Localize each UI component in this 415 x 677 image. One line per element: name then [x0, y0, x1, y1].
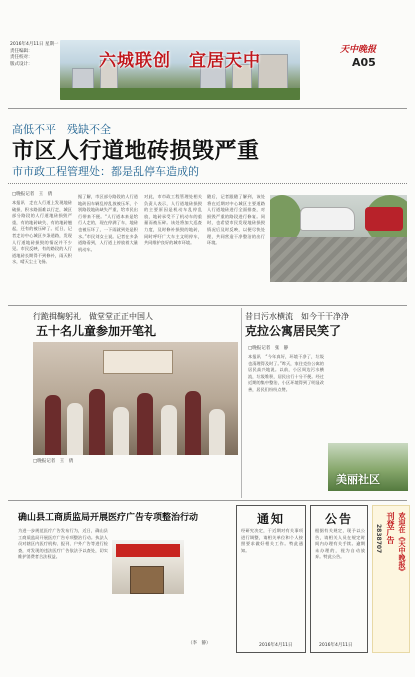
- apartment-byline: □晚报记者 张 静: [248, 346, 289, 351]
- banner-grass: [60, 88, 300, 100]
- community-photo-label: 美丽社区: [336, 473, 380, 486]
- notice-body: 经研究决定，于近期对有关事项进行调整，请相关单位和个人按照要求做好相关工作。特此通知。: [241, 528, 303, 553]
- banner-title: 六城联创 宜居天中: [99, 51, 261, 71]
- banner-building: [72, 68, 94, 90]
- ceremony-kicker: 行跪揖鞠躬礼 做堂堂正正中国人: [33, 312, 153, 321]
- photo-person: [67, 403, 83, 455]
- main-kicker: 高低不平 残缺不全: [12, 123, 111, 136]
- clinic-photo: [112, 540, 184, 594]
- announcement-date: 2016年4月11日: [319, 643, 353, 648]
- section-rule: [8, 500, 407, 501]
- clinic-headline: 确山县工商质监局开展医疗广告专项整治行动: [18, 513, 199, 523]
- main-body-col4: 随后，记者跟随了解到，该处将在近期对中心城区主要道路人行道地砖进行全面排查，对损毁严重的路段进行修复。同时，也希望市民发现地砖损毁情况后及时反映，以便尽快处理，共同营造干净整洁的出行环境。: [207, 194, 265, 246]
- advert-line: 刊登广告: [386, 512, 395, 544]
- photo-car: [365, 207, 403, 231]
- ceremony-photo: [33, 342, 238, 455]
- road-photo: [270, 195, 407, 282]
- apartment-headline: 克拉公寓居民笑了: [245, 324, 342, 338]
- advert-line: 欢迎在《天中晚报》: [398, 512, 406, 575]
- photo-person: [161, 405, 177, 455]
- announcement-box: [310, 505, 368, 653]
- column-rule: [241, 308, 242, 498]
- issue-meta-line: 责任编辑：: [10, 48, 33, 54]
- photo-person: [113, 407, 129, 455]
- photo-person: [89, 389, 105, 455]
- photo-car: [300, 207, 355, 231]
- newspaper-logo: 天中晚报: [340, 45, 377, 55]
- advert-box: [372, 505, 410, 653]
- issue-meta-line: 2016年4月11日 星期一: [10, 42, 59, 47]
- notice-title: 通知: [256, 512, 285, 526]
- notice-date: 2016年4月11日: [259, 643, 293, 648]
- header-banner: [60, 40, 300, 100]
- notice-box: [236, 505, 306, 653]
- announcement-body: 根据有关规定，现予以公告，请相关人员在规定时间内办理有关手续。逾期未办理的，视为自动放弃。特此公告。: [315, 528, 365, 560]
- community-photo: [328, 443, 408, 491]
- photo-shop-sign: [116, 544, 180, 557]
- main-body-col3: 对此，市市政工程管理处相关负责人表示，人行道地砖损毁的主要原因是机动车乱停乱放，地砖承受不了机动车的重量而被压碎。该处将加大巡查力度，及时修补损毁的地砖，同时呼吁广大车主文明停车，共同维护良好的城市环境。: [144, 194, 202, 246]
- ceremony-headline: 五十名儿童参加开笔礼: [36, 324, 157, 338]
- main-body-col2: 据了解，市区部分路段的人行道地砖因车辆乱停乱放被压坏，个别路段地砖缺失严重，给市民出行带来不便。“人行道本来是给行人走的，现在停满了车，地砖也被压坏了，一下雨就到处是积水。”市民刘女士说。记者在多条道路看到，人行道上停放着大量机动车。: [78, 194, 138, 252]
- main-headline: 市区人行道地砖损毁严重: [12, 139, 260, 164]
- main-body-col1: 本报讯 走在人行道上发现地砖破损、积水路面难以行走，城区部分路段的人行道地砖损毁严重，有的地砖缺失、有的地砖翘起，还有的被压碎了。近日，记者走访中心城区多条道路，发现人行道地砖损毁的情况并不少见。市民反映，有的路段的人行道地砖长期得不到修补，雨天积水，晴天尘土飞扬。: [12, 200, 72, 265]
- photo-sign: [103, 350, 173, 374]
- issue-meta: [10, 42, 58, 68]
- issue-meta-line: 版式设计：: [10, 61, 33, 67]
- clinic-credit: （李 静）: [188, 641, 211, 646]
- announcement-title: 公告: [324, 512, 353, 526]
- photo-person: [185, 391, 201, 455]
- photo-shop-door: [130, 566, 164, 594]
- page-number: A05: [352, 56, 376, 69]
- apartment-body: 本报讯 “今年真好，环境干净了，垃圾也清理得及时了。”昨天，家住克拉公寓的居民高兴地说。以前，小区周边污水横流，垃圾堆积，居民出行十分不便。经过近期的集中整治，小区环境得到了明显改善，居民们纷纷点赞。: [248, 354, 324, 392]
- photo-person: [137, 393, 153, 455]
- photo-person: [209, 409, 225, 455]
- photo-pavement: [270, 237, 407, 282]
- advert-phone: 2838707: [375, 524, 382, 554]
- header-rule: [8, 108, 407, 109]
- issue-meta-line: 责任校对：: [10, 55, 33, 60]
- main-subhead: 市市政工程管理处：都是乱停车造成的: [12, 165, 199, 178]
- clinic-body: 为进一步规范医疗广告发布行为，近日，确山县工商质监局开展医疗广告专项整治行动。执法人员对辖区内医疗机构、报刊、户外广告等进行检查，对发现的违法医疗广告依法予以查处，切实维护消费者合法权益。: [18, 528, 108, 560]
- dotted-divider: [8, 183, 407, 184]
- ceremony-byline: □晚报记者 王 倩: [33, 459, 74, 464]
- apartment-kicker: 昔日污水横流 如今干干净净: [245, 312, 349, 321]
- section-rule: [8, 305, 407, 306]
- main-byline: □晚报记者 王 倩: [12, 192, 53, 197]
- photo-person: [45, 395, 61, 455]
